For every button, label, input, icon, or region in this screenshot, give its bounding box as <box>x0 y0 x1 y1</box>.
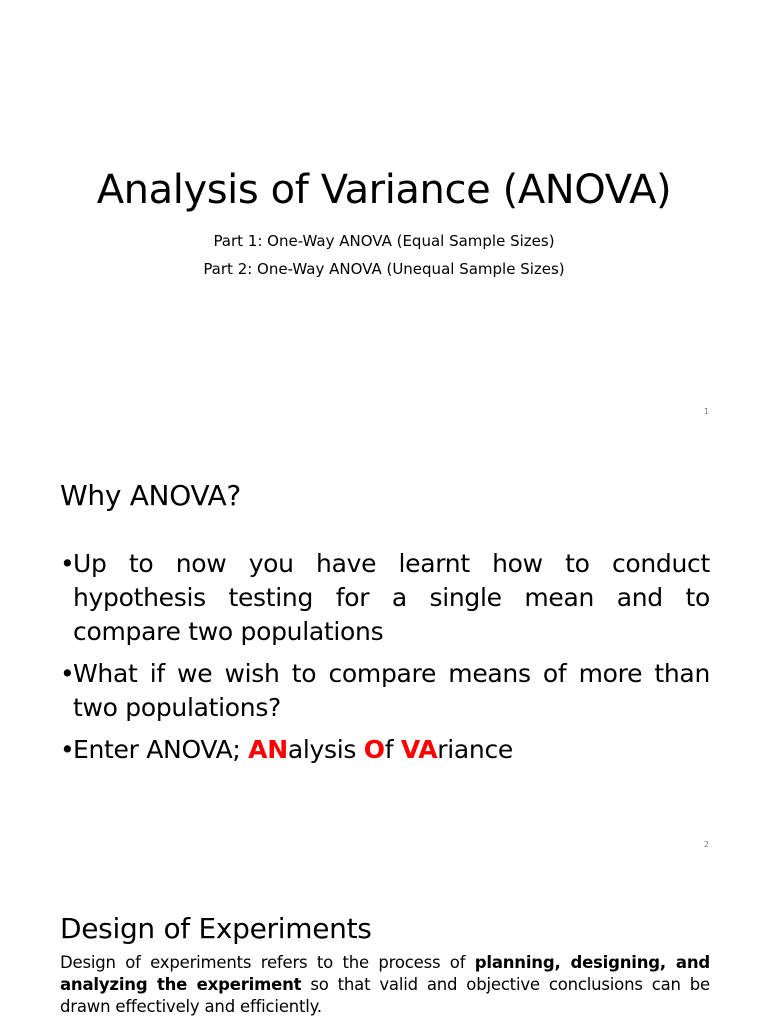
bullet-text: Up to now you have learnt how to conduct hypothesis testing for a single mean and to compare two populations <box>73 549 710 646</box>
page-number: 2 <box>703 840 709 849</box>
slide-3 <box>0 864 768 1024</box>
bullet-dot: • <box>60 549 75 578</box>
paragraph-text: so that valid and objective conclusions can be drawn effectively and efficiently. <box>60 975 710 1016</box>
bullet-list <box>60 547 710 775</box>
bullet-item <box>60 547 710 649</box>
slide-2 <box>0 432 768 864</box>
bullet-text: What if we wish to compare means of more than two populations? <box>73 659 710 722</box>
slide-heading: Why ANOVA? <box>60 479 241 512</box>
bullet-dot: • <box>60 735 75 764</box>
slide-heading: Design of Experiments <box>60 912 372 945</box>
acronym-highlight-va: VA <box>400 735 438 764</box>
bullet-item <box>60 657 710 725</box>
slide-1 <box>0 0 768 432</box>
acronym-rest-va: riance <box>437 735 513 764</box>
acronym-rest-o: f <box>384 735 401 764</box>
paragraph-text: Design of experiments refers to the process of <box>60 953 475 972</box>
acronym-rest-an: alysis <box>287 735 364 764</box>
bullet-dot: • <box>60 659 75 688</box>
page-number: 1 <box>703 407 709 416</box>
subtitle-part-2: Part 2: One-Way ANOVA (Unequal Sample Sizes) <box>203 260 565 278</box>
bullet-text-prefix: Enter ANOVA; <box>73 735 249 764</box>
acronym-highlight-an: AN <box>248 735 288 764</box>
slide-title: Analysis of Variance (ANOVA) <box>96 167 672 213</box>
subtitle-part-1: Part 1: One-Way ANOVA (Equal Sample Sizes) <box>213 232 555 250</box>
acronym-highlight-o: O <box>363 735 385 764</box>
paragraph-bold-text: planning, designing, and analyzing the experiment <box>60 953 710 994</box>
bullet-item <box>60 733 710 767</box>
definition-paragraph <box>60 952 710 1018</box>
